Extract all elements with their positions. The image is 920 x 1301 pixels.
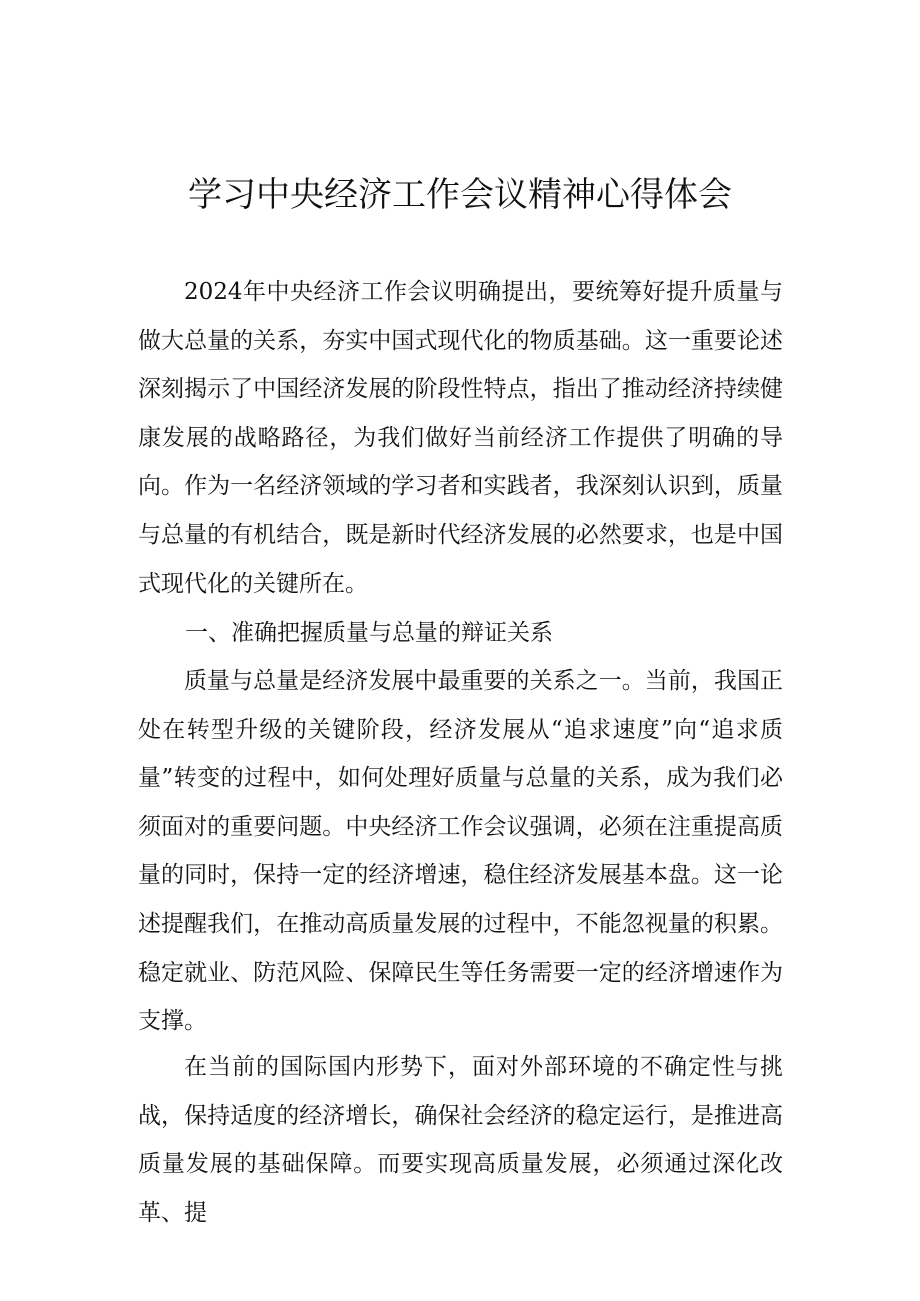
body-paragraph: 质量与总量是经济发展中最重要的关系之一。当前，我国正处在转型升级的关键阶段，经济发展从“追求速度”向“追求质量”转变的过程中，如何处理好质量与总量的关系，成为我们必须面对的重要问题。中央经济工作会议强调，必须在注重提高质量的同时，保持一定的经济增速，稳住经济发展基本盘。这一论述提醒我们，在推动高质量发展的过程中，不能忽视量的积累。稳定就业、防范风险、保障民生等任务需要一定的经济增速作为支撑。 [138, 668, 783, 1035]
document-title: 学习中央经济工作会议精神心得体会 [188, 175, 732, 215]
intro-paragraph: 2024年中央经济工作会议明确提出，要统筹好提升质量与做大总量的关系，夯实中国式现代化的物质基础。这一重要论述深刻揭示了中国经济发展的阶段性特点，指出了推动经济持续健康发展的战略路径，为我们做好当前经济工作提供了明确的导向。作为一名经济领域的学习者和实践者，我深刻认识到，质量与总量的有机结合，既是新时代经济发展的必然要求，也是中国式现代化的关键所在。 [138, 279, 783, 597]
body-paragraph: 在当前的国际国内形势下，面对外部环境的不确定性与挑战，保持适度的经济增长，确保社会经济的稳定运行，是推进高质量发展的基础保障。而要实现高质量发展，必须通过深化改革、提 [138, 1054, 783, 1226]
section-heading: 一、准确把握质量与总量的辩证关系 [185, 620, 553, 646]
